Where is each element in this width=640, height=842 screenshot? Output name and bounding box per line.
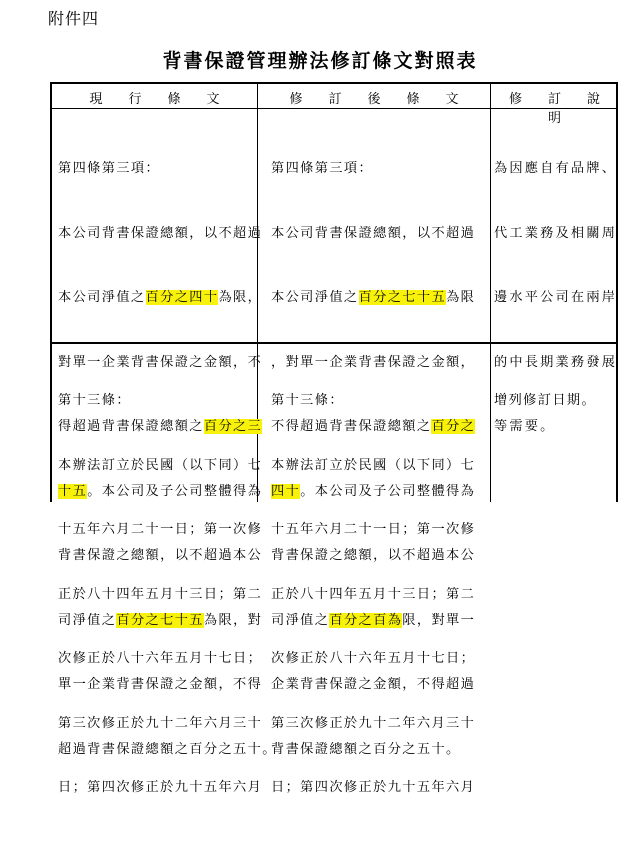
text-segment: 為限，對 (203, 612, 263, 628)
text-segment: 不得超過背書保證總額之 (271, 419, 432, 434)
text-line: 次修正於八十六年五月十七日； (58, 651, 263, 666)
text-line: 正於八十四年五月十三日；第二 (58, 586, 263, 602)
highlighted-text: 百分之 (431, 419, 476, 434)
text-segment: 本公司淨值之 (271, 290, 359, 305)
text-segment: 為限 (446, 290, 476, 305)
column-divider (490, 84, 491, 502)
text-line: 等需要。 (494, 419, 556, 434)
text-line: 單一企業背書保證之金額，不得 (58, 677, 263, 692)
text-line (271, 287, 475, 309)
text-line: 次修正於八十六年五月十七日； (271, 651, 476, 666)
text-line: ，對單一企業背書保證之金額， (271, 354, 476, 370)
cell-explanation-article13 (494, 347, 596, 455)
highlighted-text: 百分之四十 (145, 290, 219, 305)
text-line: 本辦法訂立於民國（以下同）七 (58, 457, 263, 473)
text-line: 十五年六月二十一日；第一次修 (58, 522, 263, 537)
text-line: 第三次修正於九十二年六月三十 (58, 715, 263, 731)
text-line: 背書保證之總額，以不超過本公 (271, 548, 476, 563)
text-line: 十五年六月二十一日；第一次修 (271, 522, 476, 537)
text-line: 的中長期業務發展 (494, 354, 618, 370)
text-line: 邊水平公司在兩岸 (494, 290, 618, 305)
text-line: 超過背書保證總額之百分之五十。 (58, 741, 277, 757)
highlighted-text: 十五 (58, 483, 88, 499)
cell-revised-article13 (271, 347, 475, 842)
text-line: 本公司背書保證總額，以不超過 (58, 225, 263, 241)
text-segment: 。本公司及子公司整體得為 (87, 483, 263, 499)
text-line: 企業背書保證之金額，不得超過 (271, 677, 476, 692)
highlighted-text: 百分之百為 (329, 612, 403, 628)
text-segment: 得超過背書保證總額之 (58, 419, 204, 434)
text-line: 第四條第三項： (58, 161, 161, 176)
text-line: 對單一企業背書保證之金額，不 (58, 354, 263, 370)
text-segment: 司淨值之 (58, 612, 117, 628)
cell-current-article13 (58, 347, 262, 842)
text-segment: 司淨值之 (271, 612, 330, 628)
attachment-label: 附件四 (48, 9, 100, 28)
document-title: 背書保證管理辦法修訂條文對照表 (162, 50, 478, 72)
text-line (58, 287, 277, 309)
text-line: 第三次修正於九十二年六月三十 (271, 715, 476, 731)
highlighted-text: 百分之七十五 (116, 612, 204, 628)
text-line: 背書保證總額之百分之五十。 (271, 741, 461, 757)
text-line: 日；第四次修正於九十五年六月 (58, 780, 263, 795)
text-line: 本辦法訂立於民國（以下同）七 (271, 457, 476, 473)
header-revised: 修 訂 後 條 文 (289, 92, 459, 107)
text-segment: 為限， (218, 290, 263, 305)
header-current: 現 行 條 文 (89, 92, 220, 107)
highlighted-text: 百分之三 (203, 419, 263, 434)
text-line: 第十三條： (271, 393, 344, 408)
text-line: 第四條第三項： (271, 161, 374, 176)
text-line: 為因應自有品牌、 (494, 161, 618, 176)
text-line: 日；第四次修正於九十五年六月 (271, 780, 476, 795)
text-line: 第十三條： (58, 393, 131, 408)
text-segment: 限，對單一 (402, 612, 476, 628)
highlighted-text: 百分之七十五 (358, 290, 447, 305)
text-segment: 。本公司及子公司整體得為 (300, 483, 476, 499)
text-segment: 本公司淨值之 (58, 290, 146, 305)
text-line: 增列修訂日期。 (494, 393, 597, 408)
header-explanation: 修 訂 說 明 (508, 92, 627, 126)
text-line: 本公司背書保證總額，以不超過 (271, 225, 476, 241)
text-line: 代工業務及相關周 (494, 225, 618, 241)
comparison-table (50, 82, 627, 795)
highlighted-text: 四十 (271, 483, 301, 499)
text-line: 背書保證之總額，以不超過本公 (58, 548, 263, 563)
text-line: 正於八十四年五月十三日；第二 (271, 586, 476, 602)
